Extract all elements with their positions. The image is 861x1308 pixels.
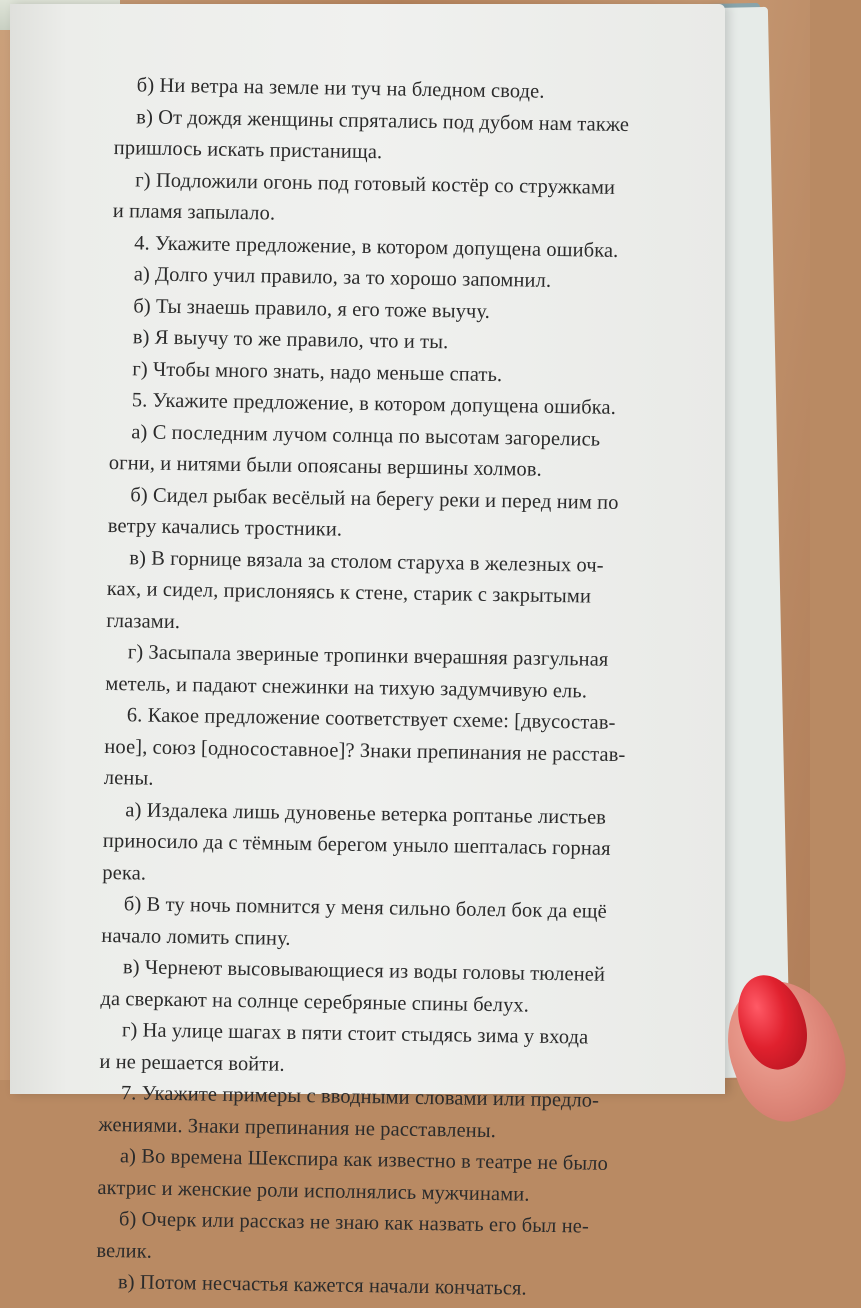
answer-option: б) Очерк или рассказ не знаю как назвать его был не- xyxy=(118,1208,590,1238)
text-line: в) От дождя женщины спрятались под дубом нам также xyxy=(136,105,630,136)
answer-option: а) С последним лучом солнца по высотам загорелись xyxy=(131,420,601,451)
text-line: лены. xyxy=(103,766,154,790)
answer-option: б) Сидел рыбак весёлый на берегу реки и перед ним по xyxy=(130,483,619,514)
text-line: жениями. Знаки препинания не расставлены. xyxy=(98,1113,497,1142)
text-line: пришлось искать пристанища. xyxy=(113,136,383,164)
text-line: начало ломить спину. xyxy=(101,924,291,950)
text-line: ветру качались тростники. xyxy=(107,514,343,541)
page-text xyxy=(96,70,715,1308)
answer-option: г) Чтобы много знать, надо меньше спать. xyxy=(132,357,503,386)
text-line: ное], союз [односоставное]? Знаки препинания не расстав- xyxy=(104,735,626,766)
text-line: и не решается войти. xyxy=(99,1050,285,1076)
text-line: г) Подложили огонь под готовый костёр со стружками xyxy=(135,168,616,199)
question-heading: 5. Укажите предложение, в котором допущена ошибка. xyxy=(131,389,617,419)
answer-option: в) Я выучу то же правило, что и ты. xyxy=(132,326,449,354)
text-line: глазами. xyxy=(106,609,181,633)
text-line: метель, и падают снежинки на тихую задумчивую ель. xyxy=(105,672,588,702)
text-line: огни, и нитями были опоясаны вершины холмов. xyxy=(108,451,543,481)
answer-option: г) Засыпала звериные тропинки вчерашняя разгульная xyxy=(127,641,609,671)
answer-option: г) На улице шагах в пяти стоит стыдясь зима у входа xyxy=(121,1019,589,1049)
answer-option: а) Во времена Шекспира как известно в театре не было xyxy=(119,1145,609,1175)
book-page xyxy=(10,4,725,1300)
answer-option: в) В горнице вязала за столом старуха в железных оч- xyxy=(129,546,604,577)
text-line: ках, и сидел, прислоняясь к стене, старик с закрытыми xyxy=(106,577,592,608)
text-line: б) Ни ветра на земле ни туч на бледном своде. xyxy=(136,74,545,103)
answer-option: б) Ты знаешь правило, я его тоже выучу. xyxy=(133,294,491,323)
answer-option: а) Долго учил правило, за то хорошо запомнил. xyxy=(133,263,552,292)
text-line: приносило да с тёмным берегом уныло шепталась горная xyxy=(102,829,611,860)
answer-option: в) Потом несчастья кажется начали кончаться. xyxy=(117,1271,527,1300)
text-line: велик. xyxy=(96,1239,153,1263)
text-line: река. xyxy=(102,861,147,885)
question-heading: 4. Укажите предложение, в котором допущена ошибка. xyxy=(134,231,619,262)
text-line: да сверкают на солнце серебряные спины белух. xyxy=(100,987,530,1017)
question-heading: 6. Какое предложение соответствует схеме: [двусостав- xyxy=(126,704,616,734)
text-line: актрис и женские роли исполнялись мужчинами. xyxy=(97,1176,530,1206)
text-line: и пламя запылало. xyxy=(112,199,276,225)
answer-option: б) В ту ночь помнится у меня сильно болел бок да ещё xyxy=(123,893,608,923)
answer-option: а) Издалека лишь дуновенье ветерка роптанье листьев xyxy=(125,798,607,829)
answer-option: в) Чернеют высовывающиеся из воды головы тюленей xyxy=(122,956,606,986)
question-heading: 7. Укажите примеры с вводными словами или предло- xyxy=(120,1082,600,1112)
